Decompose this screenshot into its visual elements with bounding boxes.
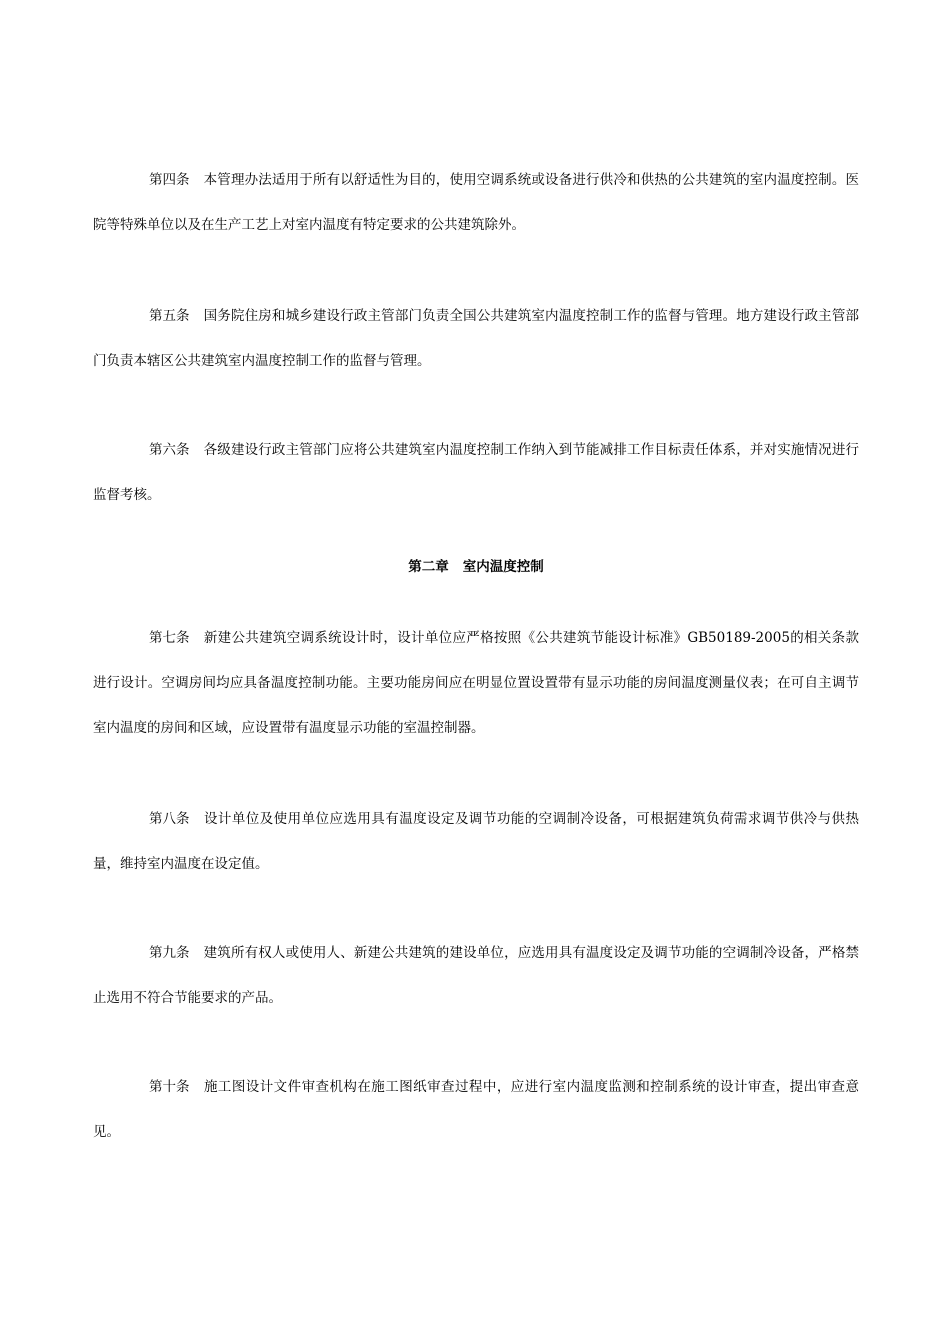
- article-text: 各级建设行政主管部门应将公共建筑室内温度控制工作纳入到节能减排工作目标责任体系，并对实施情况进行监督考核。: [93, 442, 859, 503]
- article-7: [93, 616, 859, 751]
- article-9: [93, 931, 859, 1021]
- article-text: 新建公共建筑空调系统设计时，设计单位应严格按照《公共建筑节能设计标准》GB50189-2005的相关条款进行设计。空调房间均应具备温度控制功能。主要功能房间应在明显位置设置带有显示功能的房间温度测量仪表；在可自主调节室内温度的房间和区域，应设置带有温度显示功能的室温控制器。: [93, 630, 859, 736]
- article-10: [93, 1065, 859, 1155]
- article-text: 建筑所有权人或使用人、新建公共建筑的建设单位，应选用具有温度设定及调节功能的空调制冷设备，严格禁止选用不符合节能要求的产品。: [93, 945, 859, 1006]
- article-text: 国务院住房和城乡建设行政主管部门负责全国公共建筑室内温度控制工作的监督与管理。地方建设行政主管部门负责本辖区公共建筑室内温度控制工作的监督与管理。: [93, 308, 859, 369]
- article-number: 第五条: [149, 308, 190, 324]
- article-number: 第八条: [149, 811, 190, 827]
- chapter-title: 室内温度控制: [462, 559, 544, 575]
- article-text: 设计单位及使用单位应选用具有温度设定及调节功能的空调制冷设备，可根据建筑负荷需求调节供冷与供热量，维持室内温度在设定值。: [93, 811, 859, 872]
- chapter-heading: [93, 557, 859, 577]
- article-number: 第十条: [149, 1079, 190, 1095]
- article-number: 第四条: [149, 172, 190, 188]
- article-5: [93, 294, 859, 384]
- article-8: [93, 797, 859, 887]
- article-number: 第六条: [149, 442, 190, 458]
- article-number: 第七条: [149, 630, 190, 646]
- article-text: 本管理办法适用于所有以舒适性为目的，使用空调系统或设备进行供冷和供热的公共建筑的室内温度控制。医院等特殊单位以及在生产工艺上对室内温度有特定要求的公共建筑除外。: [93, 172, 859, 233]
- article-text: 施工图设计文件审查机构在施工图纸审查过程中，应进行室内温度监测和控制系统的设计审查，提出审查意见。: [93, 1079, 859, 1140]
- article-4: [93, 158, 859, 248]
- article-6: [93, 428, 859, 518]
- article-number: 第九条: [149, 945, 190, 961]
- chapter-number: 第二章: [408, 559, 449, 575]
